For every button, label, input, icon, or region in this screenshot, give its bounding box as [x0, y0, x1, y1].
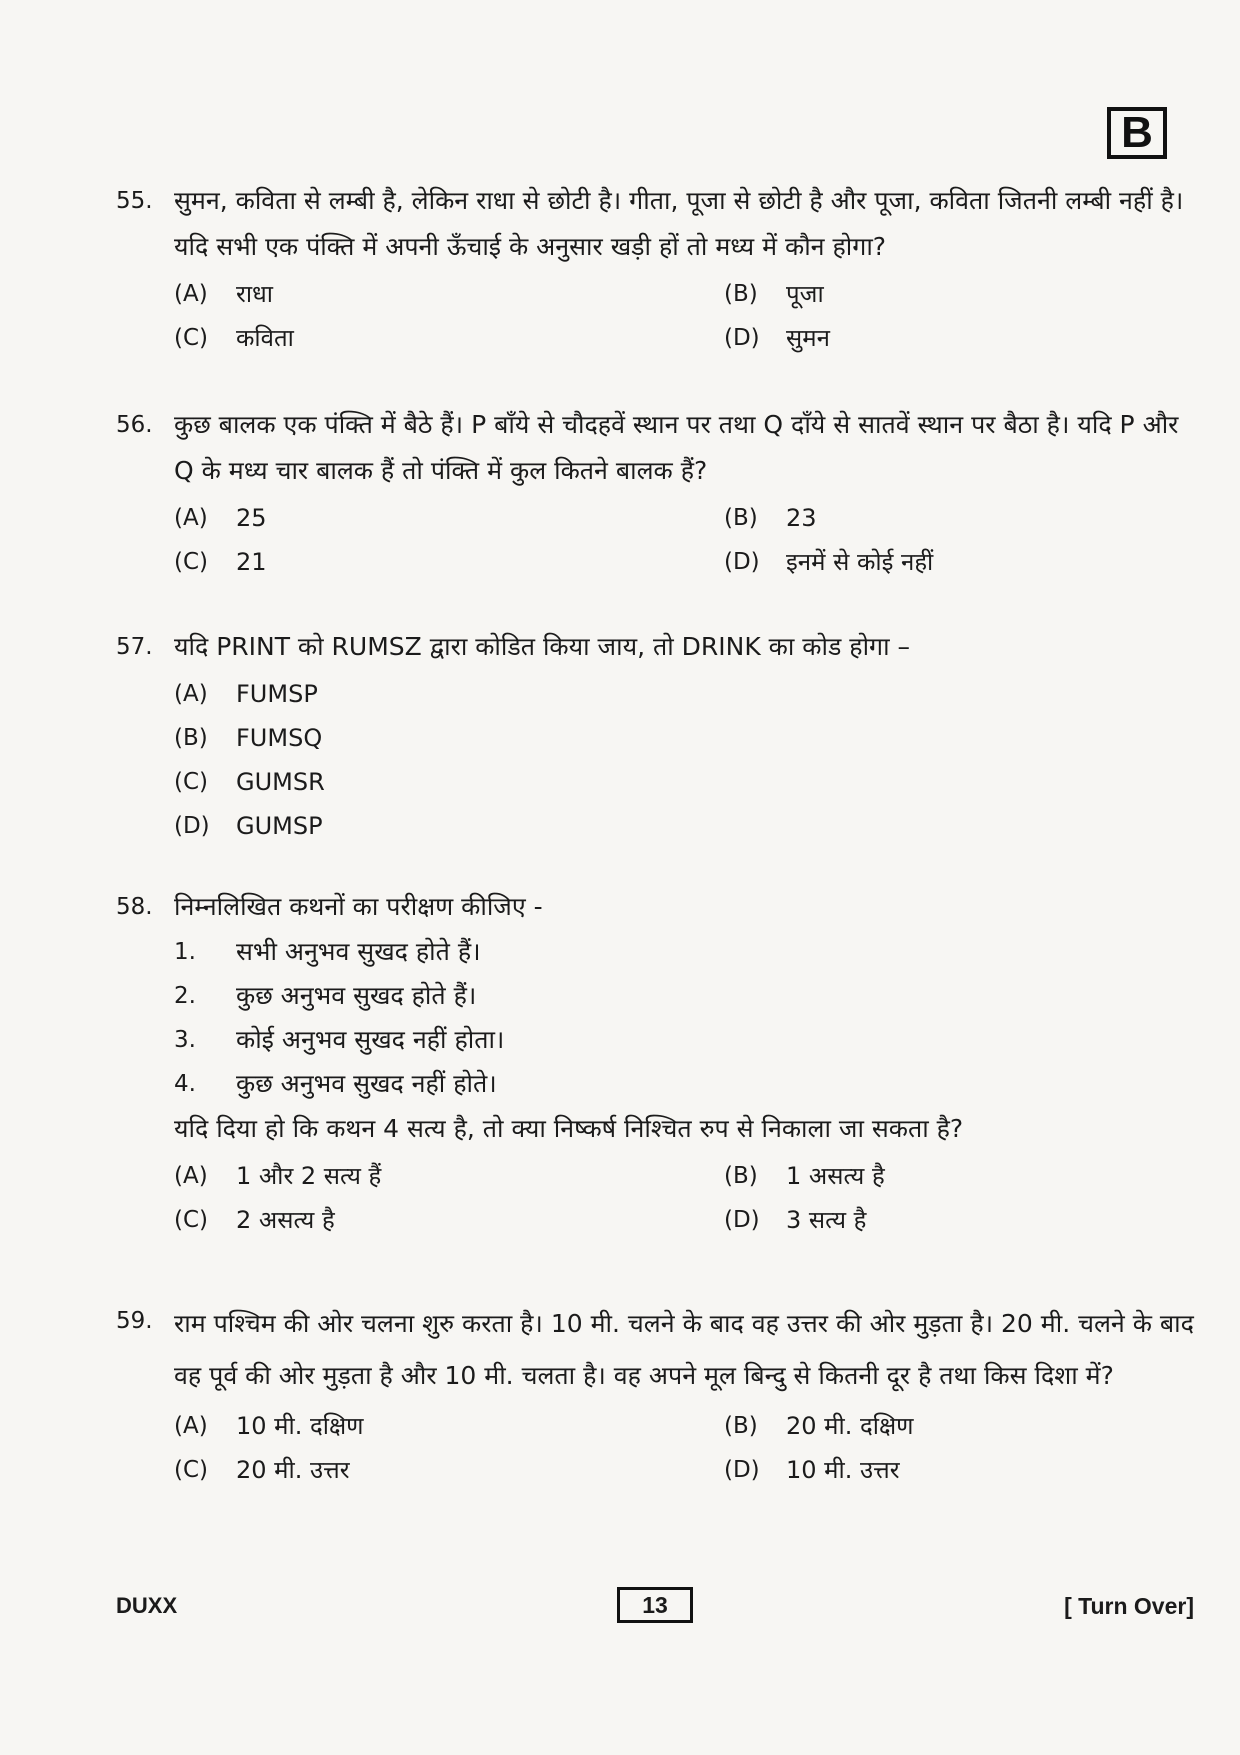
option-b: (B) 20 मी. दक्षिण: [724, 1412, 914, 1440]
option-d: (D) 10 मी. उत्तर: [724, 1456, 900, 1484]
option-c: (C) 2 असत्य है: [174, 1206, 335, 1234]
question-56: [116, 402, 1196, 584]
question-text: यदि PRINT को RUMSZ द्वारा कोडित किया जाय, तो DRINK का कोड होगा –: [174, 632, 911, 661]
option-b: (B) 23: [724, 504, 817, 532]
statement-3: 3. कोई अनुभव सुखद नहीं होता।: [174, 1025, 505, 1054]
options: [174, 1154, 1196, 1242]
question-57: [116, 624, 1196, 848]
question-text: निम्नलिखित कथनों का परीक्षण कीजिए -: [174, 892, 543, 921]
question-59: [116, 1298, 1196, 1492]
statements: [174, 930, 1196, 1106]
options: [174, 1404, 1196, 1492]
turn-over-label: [ Turn Over]: [1064, 1593, 1194, 1619]
question-text: सुमन, कविता से लम्बी है, लेकिन राधा से छोटी है। गीता, पूजा से छोटी है और पूजा, कविता जितनी लम्बी नहीं है। यदि सभी एक पंक्ति में अपनी ऊँचाई के अनुसार खड़ी हों तो मध्य में कौन होगा?: [174, 186, 1184, 261]
option-a: (A) राधा: [174, 280, 274, 308]
options: [174, 672, 1196, 848]
options: [174, 272, 1196, 360]
option-c: (C) कविता: [174, 324, 294, 352]
option-c: (C) GUMSR: [174, 768, 325, 796]
question-number: 56.: [116, 412, 153, 438]
option-c: (C) 20 मी. उत्तर: [174, 1456, 350, 1484]
paper-code: DUXX: [116, 1593, 178, 1618]
question-text: कुछ बालक एक पंक्ति में बैठे हैं। P बाँये से चौदहवें स्थान पर तथा Q दाँये से सातवें स्थान पर बैठा है। यदि P और Q के मध्य चार बालक हैं तो पंक्ति में कुल कितने बालक हैं?: [174, 410, 1179, 485]
question-text: राम पश्चिम की ओर चलना शुरु करता है। 10 मी. चलने के बाद वह उत्तर की ओर मुड़ता है। 20 मी. चलने के बाद वह पूर्व की ओर मुड़ता है और 10 मी. चलता है। वह अपने मूल बिन्दु से कितनी दूर है तथा किस दिशा में?: [174, 1309, 1194, 1390]
question-number: 59.: [116, 1308, 153, 1334]
options: [174, 496, 1196, 584]
page-number: 13: [617, 1587, 693, 1623]
question-number: 57.: [116, 634, 153, 660]
question-55: [116, 178, 1196, 360]
question-number: 58.: [116, 894, 153, 920]
option-a: (A) 1 और 2 सत्य हैं: [174, 1162, 382, 1190]
question-58: [116, 884, 1196, 1242]
option-d: (D) सुमन: [724, 324, 830, 352]
option-d: (D) GUMSP: [174, 812, 323, 840]
option-c: (C) 21: [174, 548, 267, 576]
option-a: (A) 10 मी. दक्षिण: [174, 1412, 364, 1440]
statement-1: 1. सभी अनुभव सुखद होते हैं।: [174, 937, 481, 966]
option-a: (A) FUMSP: [174, 680, 318, 708]
booklet-set-label: B: [1107, 107, 1167, 159]
option-a: (A) 25: [174, 504, 267, 532]
question-followup: यदि दिया हो कि कथन 4 सत्य है, तो क्या निष्कर्ष निश्चित रुप से निकाला जा सकता है?: [174, 1114, 964, 1143]
statement-4: 4. कुछ अनुभव सुखद नहीं होते।: [174, 1069, 497, 1098]
option-b: (B) पूजा: [724, 280, 824, 308]
option-b: (B) FUMSQ: [174, 724, 323, 752]
option-d: (D) 3 सत्य है: [724, 1206, 867, 1234]
statement-2: 2. कुछ अनुभव सुखद होते हैं।: [174, 981, 477, 1010]
option-b: (B) 1 असत्य है: [724, 1162, 885, 1190]
question-number: 55.: [116, 188, 153, 214]
option-d: (D) इनमें से कोई नहीं: [724, 548, 934, 576]
